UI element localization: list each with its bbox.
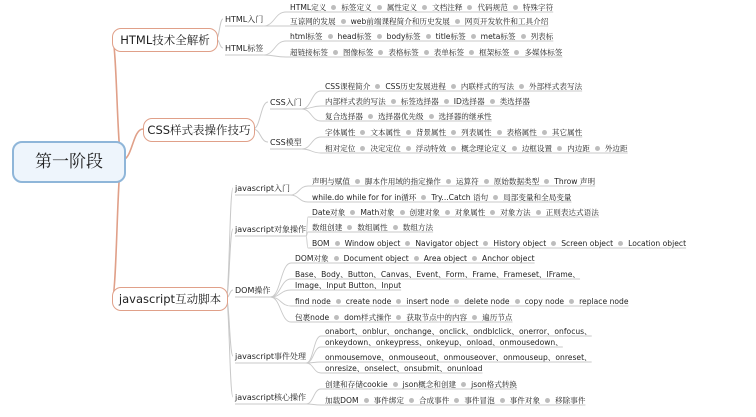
separator-dot — [551, 241, 556, 246]
leaf-row — [290, 48, 562, 58]
separator-dot — [446, 179, 451, 184]
leaf-row — [312, 239, 686, 249]
leaf-item[interactable]: 类选择器 — [499, 97, 530, 106]
leaf-item[interactable]: 网页开发软件和工具介绍 — [464, 17, 549, 26]
leaf-item[interactable]: json格式转换 — [471, 380, 518, 389]
separator-dot — [500, 398, 505, 403]
separator-dot — [335, 241, 340, 246]
leaf-row — [312, 193, 572, 203]
separator-dot — [454, 299, 459, 304]
leaf-item[interactable]: 选择器的继承性 — [438, 112, 492, 121]
separator-dot — [493, 195, 498, 200]
leaf-item[interactable]: 特殊字符 — [522, 3, 554, 12]
separator-dot — [422, 5, 427, 10]
leaf-item[interactable]: Try...Catch 语句 — [431, 193, 489, 202]
branch-node-1[interactable]: HTML技术全解析 — [112, 28, 218, 52]
leaf-item[interactable]: json概念和创建 — [402, 380, 457, 389]
leaf-item[interactable]: Screen object — [561, 239, 614, 248]
leaf-row — [295, 254, 535, 264]
leaf-item[interactable]: 表格标签 — [388, 48, 419, 57]
leaf-item[interactable]: web前端课程简介和历史发展 — [350, 17, 450, 26]
separator-dot — [421, 195, 426, 200]
leaf-row — [325, 112, 492, 122]
leaf-item[interactable]: 列表属性 — [461, 128, 492, 137]
separator-dot — [341, 19, 346, 24]
leaf-item[interactable]: 获取节点中的内容 — [406, 313, 468, 322]
leaf-item[interactable]: BOM — [312, 239, 330, 248]
sub-node-javascript[interactable]: javascript对象操作 — [235, 225, 307, 234]
connector-line — [306, 336, 321, 363]
separator-dot — [391, 99, 396, 104]
leaf-item[interactable]: HTML定义 — [290, 3, 327, 12]
branch-node-2[interactable]: CSS样式表操作技巧 — [143, 118, 255, 142]
sub-node-javascript[interactable]: javascript入门 — [235, 184, 291, 193]
leaf-item[interactable]: 表单标签 — [433, 48, 465, 57]
sub-node-css[interactable]: CSS入门 — [270, 98, 302, 107]
leaf-row — [325, 380, 517, 390]
separator-dot — [350, 210, 355, 215]
separator-dot — [469, 50, 474, 55]
connector-line — [270, 297, 291, 322]
leaf-item[interactable]: 对象方法 — [500, 208, 531, 217]
leaf-row — [312, 223, 433, 233]
leaf-item[interactable]: Math对象 — [360, 208, 395, 217]
connector-line — [263, 12, 286, 26]
leaf-item[interactable]: 内部样式表的写法 — [325, 97, 386, 106]
separator-dot — [521, 34, 526, 39]
leaf-row — [290, 3, 553, 13]
leaf-row — [295, 270, 580, 280]
leaf-item[interactable]: 内边距 — [567, 144, 590, 153]
separator-dot — [355, 179, 360, 184]
leaf-item[interactable]: 边框设置 — [521, 144, 553, 153]
separator-dot — [513, 5, 518, 10]
leaf-item[interactable]: History object — [493, 239, 547, 248]
leaf-item[interactable]: Anchor object — [482, 254, 535, 263]
separator-dot — [519, 84, 524, 89]
separator-dot — [618, 241, 623, 246]
sub-node-html[interactable]: HTML标签 — [225, 44, 264, 53]
leaf-item[interactable]: 包裹node — [295, 313, 330, 322]
separator-dot — [396, 315, 401, 320]
separator-dot — [557, 146, 562, 151]
leaf-item[interactable]: 原始数据类型 — [493, 177, 540, 186]
separator-dot — [514, 50, 519, 55]
leaf-item[interactable]: 事件冒泡 — [464, 396, 495, 405]
separator-dot — [467, 5, 472, 10]
separator-dot — [377, 5, 382, 10]
leaf-item[interactable]: onresize、onselect、onsubmit、onunload — [325, 364, 483, 373]
separator-dot — [595, 146, 600, 151]
leaf-item[interactable]: onmousemove、onmouseout、onmouseover、onmouseup、onreset、 — [325, 353, 592, 362]
leaf-item[interactable]: Document object — [343, 254, 409, 263]
leaf-item[interactable]: 数组创建 — [312, 223, 343, 232]
leaf-item[interactable]: Throw 声明 — [554, 177, 596, 186]
separator-dot — [336, 299, 341, 304]
separator-dot — [451, 84, 456, 89]
root-node[interactable]: 第一阶段 — [12, 141, 126, 183]
leaf-item[interactable]: body标签 — [386, 32, 421, 41]
leaf-item[interactable]: 移除事件 — [555, 396, 586, 405]
leaf-item[interactable]: 互谅网的发展 — [290, 17, 336, 26]
connector-line — [306, 363, 321, 373]
connector-line — [270, 279, 291, 297]
leaf-item[interactable]: 事件对象 — [509, 396, 541, 405]
separator-dot — [461, 382, 466, 387]
separator-dot — [377, 34, 382, 39]
separator-dot — [409, 398, 414, 403]
sub-node-dom[interactable]: DOM操作 — [235, 286, 271, 295]
leaf-item[interactable]: meta标签 — [480, 32, 516, 41]
leaf-item[interactable]: while.do while for for in循环 — [312, 193, 417, 202]
separator-dot — [396, 299, 401, 304]
leaf-row — [295, 313, 513, 323]
leaf-item[interactable]: 多媒体标签 — [524, 48, 563, 57]
connector-line — [253, 102, 268, 129]
separator-dot — [471, 34, 476, 39]
separator-dot — [484, 179, 489, 184]
leaf-item[interactable]: 文档注释 — [432, 3, 463, 12]
leaf-item[interactable]: dom样式操作 — [344, 313, 392, 322]
leaf-item[interactable]: 浮动特效 — [415, 144, 447, 153]
leaf-row — [325, 353, 592, 363]
separator-dot — [393, 225, 398, 230]
leaf-item[interactable]: title标签 — [435, 32, 466, 41]
separator-dot — [414, 256, 419, 261]
separator-dot — [515, 299, 520, 304]
leaf-item[interactable]: Base、Body、Button、Canvas、Event、Form、Frame、Frameset、IFrame、 — [295, 270, 581, 279]
separator-dot — [360, 130, 365, 135]
leaf-item[interactable]: 标签定义 — [341, 3, 372, 12]
connector-line — [253, 129, 268, 142]
leaf-row — [325, 144, 628, 154]
leaf-item[interactable]: 创建对象 — [409, 208, 440, 217]
leaf-item[interactable]: 数组方法 — [402, 223, 434, 232]
separator-dot — [569, 299, 574, 304]
sub-node-javascript[interactable]: javascript事件处理 — [235, 352, 307, 361]
leaf-item[interactable]: 决定定位 — [370, 144, 401, 153]
leaf-item[interactable]: 代码规范 — [477, 3, 508, 12]
leaf-item[interactable]: 文本属性 — [370, 128, 401, 137]
connector-line — [263, 41, 286, 55]
separator-dot — [368, 114, 373, 119]
leaf-item[interactable]: 事件绑定 — [373, 396, 404, 405]
separator-dot — [333, 50, 338, 55]
leaf-item[interactable]: delete node — [464, 297, 510, 306]
connector-line — [290, 186, 308, 195]
connector-line — [302, 149, 321, 153]
leaf-row — [295, 281, 401, 291]
separator-dot — [545, 398, 550, 403]
separator-dot — [375, 84, 380, 89]
leaf-item[interactable]: html标签 — [290, 32, 323, 41]
separator-dot — [497, 130, 502, 135]
leaf-item[interactable]: 字体属性 — [325, 128, 356, 137]
leaf-item[interactable]: 其它属性 — [551, 128, 583, 137]
leaf-item[interactable]: create node — [345, 297, 392, 306]
separator-dot — [444, 99, 449, 104]
leaf-row — [290, 17, 548, 27]
leaf-item[interactable]: 列表标 — [530, 32, 554, 41]
connector-line — [306, 389, 321, 404]
separator-dot — [364, 398, 369, 403]
separator-dot — [426, 34, 431, 39]
separator-dot — [406, 146, 411, 151]
leaf-row — [312, 208, 599, 218]
leaf-row — [325, 396, 585, 406]
leaf-item[interactable]: 创建和存储cookie — [325, 380, 388, 389]
leaf-item[interactable]: 数组属性 — [357, 223, 388, 232]
leaf-item[interactable]: 正则表达式语法 — [545, 208, 599, 217]
leaf-item[interactable]: Location object — [628, 239, 687, 248]
separator-dot — [406, 130, 411, 135]
leaf-item[interactable]: 相对定位 — [325, 144, 356, 153]
separator-dot — [451, 130, 456, 135]
leaf-item[interactable]: Navigator object — [415, 239, 479, 248]
separator-dot — [334, 256, 339, 261]
separator-dot — [472, 256, 477, 261]
leaf-item[interactable]: 脚本作用域的指定操作 — [364, 177, 441, 186]
connector-line — [290, 195, 308, 202]
leaf-item[interactable]: 框架标签 — [479, 48, 510, 57]
separator-dot — [544, 179, 549, 184]
separator-dot — [512, 146, 517, 151]
leaf-item[interactable]: 合成事件 — [418, 396, 450, 405]
leaf-row — [325, 128, 582, 138]
leaf-item[interactable]: copy node — [524, 297, 565, 306]
leaf-item[interactable]: Image、Input Button、Input — [295, 281, 402, 290]
sub-node-javascript[interactable]: javascript核心操作 — [235, 393, 307, 402]
separator-dot — [490, 99, 495, 104]
separator-dot — [490, 210, 495, 215]
connector-line — [306, 404, 321, 405]
leaf-item[interactable]: DOM对象 — [295, 254, 329, 263]
leaf-item[interactable]: Date对象 — [312, 208, 346, 217]
connector-line — [226, 298, 233, 397]
leaf-item[interactable]: 标签选择器 — [400, 97, 439, 106]
leaf-item[interactable]: 运算符 — [455, 177, 479, 186]
separator-dot — [445, 210, 450, 215]
leaf-row — [325, 338, 563, 348]
leaf-item[interactable]: 复合选择器 — [325, 112, 363, 121]
leaf-item[interactable]: 外边距 — [604, 144, 628, 153]
connector-line — [226, 188, 233, 298]
sub-node-html[interactable]: HTML入门 — [225, 15, 264, 24]
leaf-row — [312, 177, 595, 187]
leaf-item[interactable]: Area object — [423, 254, 468, 263]
separator-dot — [454, 398, 459, 403]
leaf-item[interactable]: 内联样式的写法 — [460, 82, 514, 91]
separator-dot — [405, 241, 410, 246]
leaf-item[interactable]: CSS课程简介 — [325, 82, 371, 91]
sub-node-css[interactable]: CSS模型 — [270, 138, 302, 147]
connector-line — [263, 55, 286, 57]
leaf-item[interactable]: 背景属性 — [415, 128, 447, 137]
leaf-item[interactable]: Window object — [344, 239, 401, 248]
separator-dot — [536, 210, 541, 215]
connector-line — [302, 109, 321, 121]
separator-dot — [393, 382, 398, 387]
leaf-item[interactable]: onkeydown、onkeypress、onkeyup、onload、onmousedown、 — [325, 338, 563, 347]
leaf-item[interactable]: 图像标签 — [342, 48, 374, 57]
separator-dot — [424, 50, 429, 55]
leaf-item[interactable]: ID选择器 — [453, 97, 485, 106]
leaf-item[interactable]: find node — [295, 297, 331, 306]
leaf-item[interactable]: insert node — [406, 297, 450, 306]
leaf-item[interactable]: 局部变量和全局变量 — [503, 193, 572, 202]
leaf-row — [290, 32, 553, 42]
leaf-item[interactable]: 对象属性 — [454, 208, 486, 217]
separator-dot — [360, 146, 365, 151]
leaf-item[interactable]: 声明与赋值 — [312, 177, 350, 186]
connector-line — [302, 106, 321, 109]
separator-dot — [455, 19, 460, 24]
separator-dot — [328, 34, 333, 39]
leaf-item[interactable]: 外部样式表写法 — [529, 82, 583, 91]
leaf-row — [295, 297, 629, 307]
separator-dot — [334, 315, 339, 320]
separator-dot — [472, 315, 477, 320]
leaf-row — [325, 97, 530, 107]
leaf-item[interactable]: 选择器优先级 — [377, 112, 424, 121]
connector-line — [302, 137, 321, 149]
leaf-item[interactable]: 属性定义 — [386, 3, 418, 12]
leaf-item[interactable]: onabort、onblur、onchange、onclick、ondblclick、onerror、onfocus、 — [325, 327, 592, 336]
leaf-row — [325, 327, 592, 337]
separator-dot — [451, 146, 456, 151]
leaf-row — [325, 364, 482, 374]
leaf-item[interactable]: 概念理论定义 — [461, 144, 507, 153]
leaf-row — [325, 82, 582, 92]
separator-dot — [331, 5, 336, 10]
leaf-item[interactable]: head标签 — [337, 32, 372, 41]
connector-line — [306, 236, 308, 248]
separator-dot — [483, 241, 488, 246]
leaf-item[interactable]: 超链接标签 — [290, 48, 328, 57]
separator-dot — [378, 50, 383, 55]
separator-dot — [400, 210, 405, 215]
leaf-item[interactable]: 表格属性 — [506, 128, 537, 137]
leaf-item[interactable]: 加载DOM — [325, 396, 359, 405]
leaf-item[interactable]: 遍历节点 — [482, 313, 513, 322]
separator-dot — [542, 130, 547, 135]
separator-dot — [429, 114, 434, 119]
leaf-item[interactable]: CSS历史发展进程 — [385, 82, 446, 91]
separator-dot — [347, 225, 352, 230]
leaf-item[interactable]: replace node — [579, 297, 629, 306]
branch-node-3[interactable]: javascript互动脚本 — [112, 287, 228, 311]
